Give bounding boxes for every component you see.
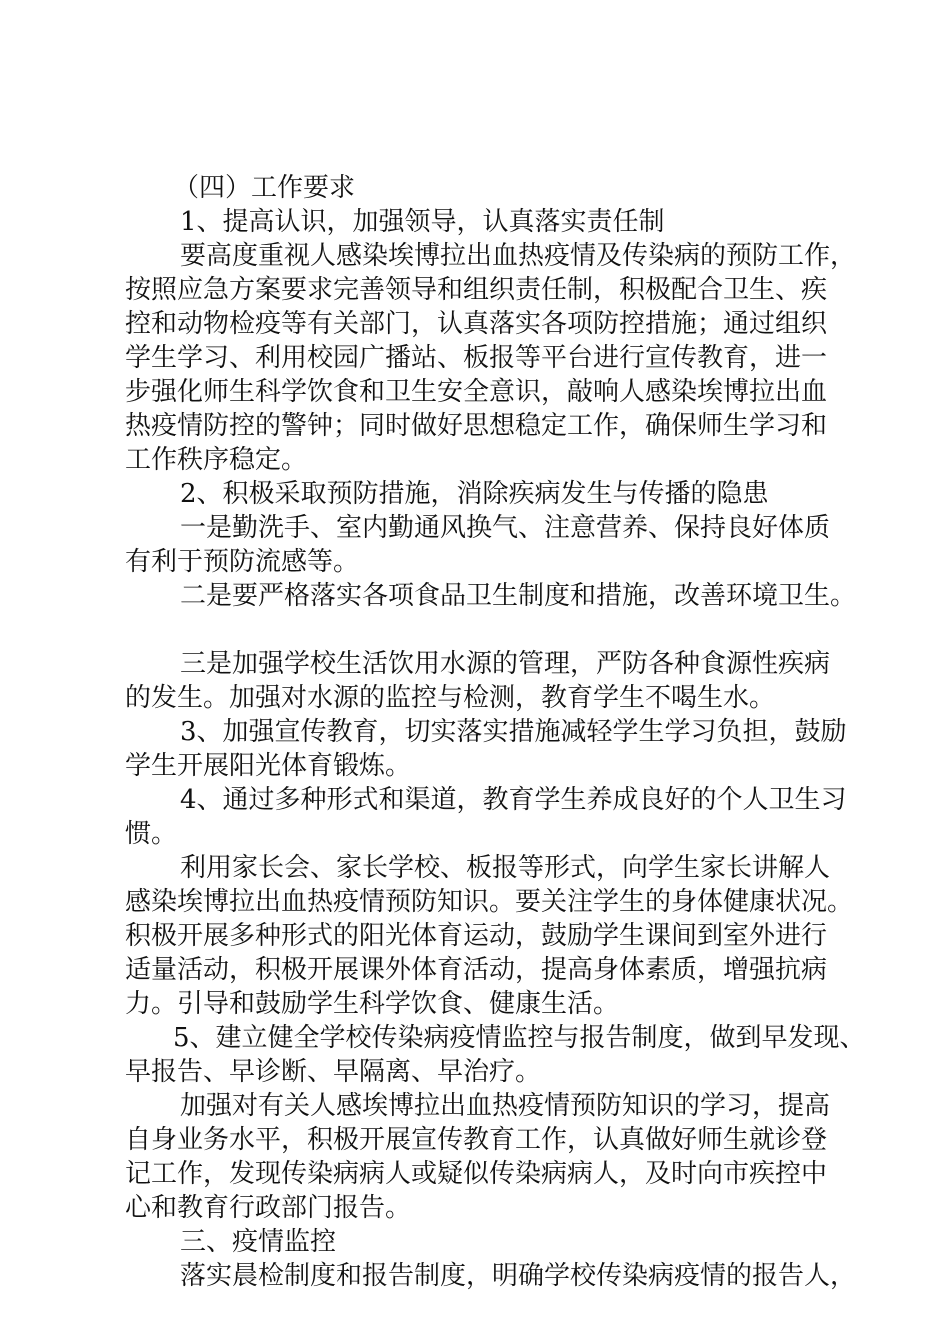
paragraph-line: 一是勤洗手、室内勤通风换气、注意营养、保持良好体质 bbox=[180, 513, 831, 543]
paragraph-line: 加强对有关人感埃博拉出血热疫情预防知识的学习，提高 bbox=[180, 1091, 831, 1121]
paragraph-line: 适量活动，积极开展课外体育活动，提高身体素质，增强抗病 bbox=[125, 955, 828, 985]
paragraph-line: 惯。 bbox=[125, 819, 178, 849]
paragraph-line: 记工作，发现传染病病人或疑似传染病病人，及时向市疾控中 bbox=[125, 1159, 828, 1189]
paragraph-line: 落实晨检制度和报告制度，明确学校传染病疫情的报告人， bbox=[180, 1261, 857, 1291]
subheading: 4、通过多种形式和渠道，教育学生养成良好的个人卫生习 bbox=[180, 785, 847, 815]
subheading: 3、加强宣传教育，切实落实措施减轻学生学习负担，鼓励 bbox=[180, 717, 847, 747]
subheading: 1、提高认识，加强领导，认真落实责任制 bbox=[180, 207, 665, 237]
paragraph-line: 自身业务水平，积极开展宣传教育工作，认真做好师生就诊登 bbox=[125, 1125, 828, 1155]
subheading: 2、积极采取预防措施，消除疾病发生与传播的隐患 bbox=[180, 479, 769, 509]
paragraph-line: 的发生。加强对水源的监控与检测，教育学生不喝生水。 bbox=[125, 683, 776, 713]
paragraph-line: 利用家长会、家长学校、板报等形式，向学生家长讲解人 bbox=[180, 853, 831, 883]
paragraph-line: 感染埃博拉出血热疫情预防知识。要关注学生的身体健康状况。 bbox=[125, 887, 854, 917]
section-heading: 三、疫情监控 bbox=[180, 1227, 337, 1257]
paragraph-line: 工作秩序稳定。 bbox=[125, 445, 308, 475]
paragraph-line: 三是加强学校生活饮用水源的管理，严防各种食源性疾病 bbox=[180, 649, 831, 679]
paragraph-line: 有利于预防流感等。 bbox=[125, 547, 360, 577]
paragraph-line: 力。引导和鼓励学生科学饮食、健康生活。 bbox=[125, 989, 620, 1019]
paragraph-line: 学生学习、利用校园广播站、板报等平台进行宣传教育，进一 bbox=[125, 343, 828, 373]
section-heading: （四）工作要求 bbox=[173, 173, 356, 203]
paragraph-line: 学生开展阳光体育锻炼。 bbox=[125, 751, 412, 781]
paragraph-line: 积极开展多种形式的阳光体育运动，鼓励学生课间到室外进行 bbox=[125, 921, 828, 951]
paragraph-line: 控和动物检疫等有关部门，认真落实各项防控措施；通过组织 bbox=[125, 309, 828, 339]
paragraph-line: 步强化师生科学饮食和卫生安全意识，敲响人感染埃博拉出血 bbox=[125, 377, 828, 407]
paragraph-line: 早报告、早诊断、早隔离、早治疗。 bbox=[125, 1057, 542, 1087]
paragraph-line: 要高度重视人感染埃博拉出血热疫情及传染病的预防工作， bbox=[180, 241, 857, 271]
paragraph-line: 热疫情防控的警钟；同时做好思想稳定工作，确保师生学习和 bbox=[125, 411, 828, 441]
subheading: 5、建立健全学校传染病疫情监控与报告制度，做到早发现、 bbox=[173, 1023, 866, 1053]
paragraph-line: 二是要严格落实各项食品卫生制度和措施，改善环境卫生。 bbox=[180, 581, 857, 611]
paragraph-line: 按照应急方案要求完善领导和组织责任制，积极配合卫生、疾 bbox=[125, 275, 828, 305]
paragraph-line: 心和教育行政部门报告。 bbox=[125, 1193, 412, 1223]
